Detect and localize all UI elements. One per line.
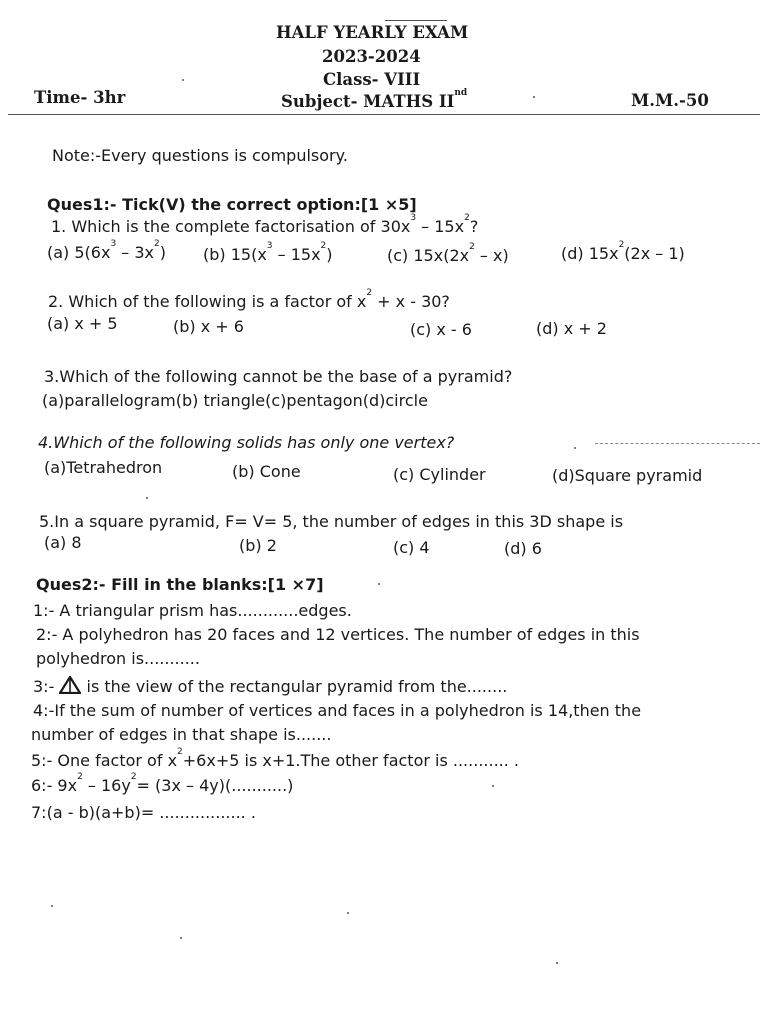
dust-speck	[146, 497, 148, 499]
blank-6-sup1: 2	[77, 772, 83, 782]
q1-a-s1: 3	[110, 239, 117, 249]
exam-max-marks: M.M.-50	[631, 91, 709, 110]
q2-stem-sup: 2	[366, 288, 373, 298]
blank-5	[31, 747, 519, 770]
q1-option-b[interactable]	[203, 241, 333, 264]
blank-6-a: 6:- 9x	[31, 776, 78, 795]
q3-stem: 3.Which of the following cannot be the base of a pyramid?	[44, 367, 513, 386]
q2-stem	[48, 288, 450, 311]
blank-5-b: +6x+5 is x+1.The other factor is ........... .	[182, 751, 519, 770]
q1-a-p1: (a) 5(6x	[47, 243, 111, 262]
dust-speck	[51, 905, 53, 907]
q4-option-b[interactable]: (b) Cone	[232, 462, 301, 481]
q1-c-p1: (c) 15x(2x	[387, 246, 470, 265]
q4-option-a[interactable]: (a)Tetrahedron	[44, 458, 163, 477]
blank-6-b: – 16y	[82, 776, 131, 795]
blank-3-pre: 3:-	[33, 677, 60, 696]
blank-5-sup: 2	[177, 747, 183, 757]
exam-subject	[281, 88, 468, 111]
exam-subject-sup: nd	[454, 88, 468, 98]
blank-1: 1:- A triangular prism has............edges.	[33, 601, 352, 620]
q1-stem	[51, 213, 479, 236]
q2-stem-a: 2. Which of the following is a factor of x	[48, 292, 367, 311]
q4-dash-line	[595, 443, 760, 444]
header-rule	[8, 114, 760, 115]
blank-7: 7:(a - b)(a+b)= ................. .	[31, 803, 256, 822]
q1-option-d[interactable]	[561, 240, 685, 263]
q2-option-b[interactable]: (b) x + 6	[173, 317, 244, 336]
exam-subject-text: Subject- MATHS II	[281, 92, 455, 111]
q1-stem-sup1: 3	[410, 213, 417, 223]
blank-6	[31, 772, 294, 795]
dust-speck	[180, 937, 182, 939]
exam-year: 2023-2024	[322, 47, 421, 66]
blank-2-line1: 2:- A polyhedron has 20 faces and 12 vertices. The number of edges in this	[36, 625, 640, 644]
title-tick	[385, 20, 447, 21]
blank-3	[33, 676, 507, 696]
q1-b-s1: 3	[266, 241, 273, 251]
q5-option-c[interactable]: (c) 4	[393, 538, 430, 557]
q5-stem: 5.In a square pyramid, F= V= 5, the number of edges in this 3D shape is	[39, 512, 624, 531]
dust-speck	[574, 447, 576, 449]
q1-option-c[interactable]	[387, 242, 509, 265]
q1-b-p1: (b) 15(x	[203, 245, 267, 264]
q1-d-s1: 2	[618, 240, 625, 250]
q5-option-d[interactable]: (d) 6	[504, 539, 542, 558]
blank-4-line2: number of edges in that shape is.......	[31, 725, 332, 744]
q1-b-p2: – 15x	[272, 245, 321, 264]
q1-c-s1: 2	[469, 242, 475, 252]
q2-option-c[interactable]: (c) x - 6	[410, 320, 472, 339]
blank-3-post: is the view of the rectangular pyramid from the........	[81, 677, 508, 696]
blank-2-line2: polyhedron is...........	[36, 649, 200, 668]
q4-stem: 4.Which of the following solids has only one vertex?	[38, 433, 455, 452]
q5-option-b[interactable]: (b) 2	[239, 536, 277, 555]
q1-stem-a: 1. Which is the complete factorisation of 30x	[51, 217, 411, 236]
dust-speck	[533, 96, 535, 98]
blank-6-c: = (3x – 4y)(...........)	[136, 776, 294, 795]
section2-heading: Ques2:- Fill in the blanks:[1 ×7]	[36, 575, 324, 594]
dust-speck	[378, 583, 380, 585]
q1-b-p3: )	[326, 245, 333, 264]
dust-speck	[347, 912, 349, 914]
dust-speck	[182, 79, 184, 81]
note-text: Note:-Every questions is compulsory.	[52, 146, 348, 165]
q1-a-p3: )	[159, 243, 166, 262]
q1-c-p2: – x)	[474, 246, 509, 265]
dust-speck	[492, 785, 494, 787]
triangle-icon	[59, 676, 81, 694]
dust-speck	[556, 962, 558, 964]
q1-stem-sup2: 2	[464, 213, 470, 223]
q1-option-a[interactable]	[47, 239, 166, 262]
q1-a-s2: 2	[154, 239, 160, 249]
q1-d-p1: (d) 15x	[561, 244, 619, 263]
q4-option-d[interactable]: (d)Square pyramid	[552, 466, 703, 485]
q2-option-d[interactable]: (d) x + 2	[536, 319, 607, 338]
exam-title: HALF YEARLY EXAM	[276, 23, 469, 42]
exam-time: Time- 3hr	[34, 88, 126, 107]
q1-b-s2: 2	[320, 241, 327, 251]
q1-stem-b: – 15x	[416, 217, 465, 236]
section1-heading: Ques1:- Tick(V) the correct option:[1 ×5]	[47, 195, 417, 214]
blank-6-sup2: 2	[130, 772, 137, 782]
q1-stem-c: ?	[469, 217, 479, 236]
exam-class: Class- VIII	[323, 70, 421, 89]
q1-d-p2: (2x – 1)	[624, 244, 685, 263]
q2-stem-b: + x - 30?	[372, 292, 450, 311]
blank-4-line1: 4:-If the sum of number of vertices and faces in a polyhedron is 14,then the	[33, 701, 642, 720]
q2-option-a[interactable]: (a) x + 5	[47, 314, 118, 333]
blank-5-a: 5:- One factor of x	[31, 751, 178, 770]
q5-option-a[interactable]: (a) 8	[44, 533, 82, 552]
q1-a-p2: – 3x	[116, 243, 155, 262]
q4-option-c[interactable]: (c) Cylinder	[393, 465, 486, 484]
q3-options[interactable]: (a)parallelogram(b) triangle(c)pentagon(d)circle	[42, 391, 428, 410]
